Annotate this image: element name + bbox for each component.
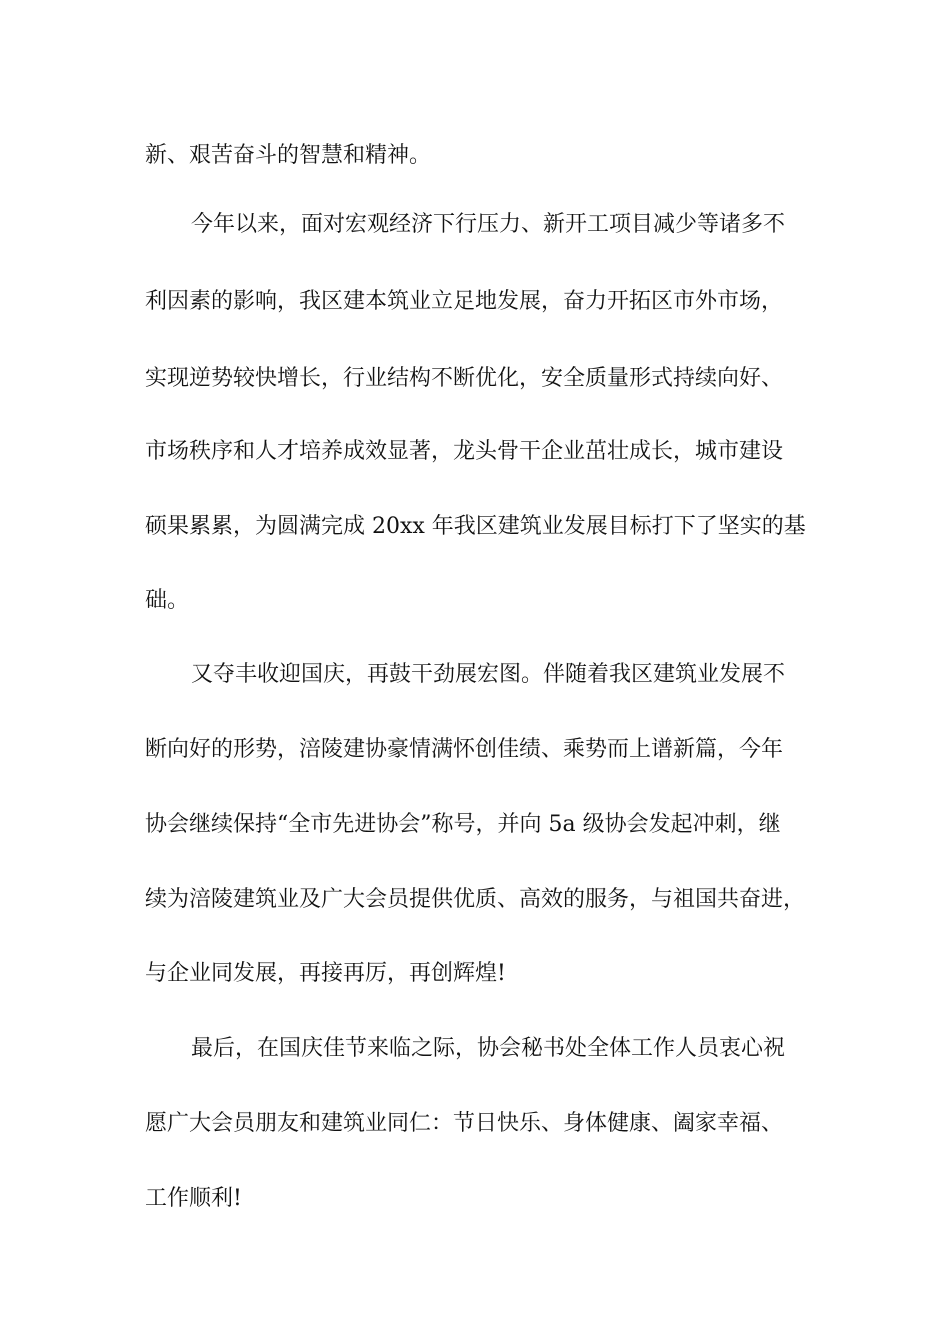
paragraph-line: 今年以来，面对宏观经济下行压力、新开工项目减少等诸多不 [191, 212, 786, 237]
paragraph-line: 最后，在国庆佳节来临之际，协会秘书处全体工作人员衷心祝 [191, 1036, 786, 1061]
paragraph-line: 又夺丰收迎国庆，再鼓干劲展宏图。伴随着我区建筑业发展不 [191, 662, 786, 687]
paragraph-line: 工作顺利! [145, 1186, 242, 1211]
paragraph-line: 础。 [145, 588, 190, 613]
paragraph-line: 利因素的影响，我区建本筑业立足地发展，奋力开拓区市外市场， [145, 289, 784, 314]
paragraph-line: 续为涪陵建筑业及广大会员提供优质、高效的服务，与祖国共奋进， [145, 887, 806, 912]
paragraph-line: 协会继续保持“全市先进协会”称号，并向 5a 级协会发起冲刺，继 [145, 812, 781, 837]
paragraph-line: 硕果累累，为圆满完成 20xx 年我区建筑业发展目标打下了坚实的基 [145, 514, 806, 539]
paragraph-line: 市场秩序和人才培养成效显著，龙头骨干企业茁壮成长，城市建设 [145, 439, 784, 464]
paragraph-line: 与企业同发展，再接再厉，再创辉煌! [145, 961, 506, 986]
paragraph-line: 实现逆势较快增长，行业结构不断优化，安全质量形式持续向好、 [145, 366, 784, 391]
paragraph-line: 愿广大会员朋友和建筑业同仁：节日快乐、身体健康、阖家幸福、 [145, 1111, 784, 1136]
paragraph-line: 断向好的形势，涪陵建协豪情满怀创佳绩、乘势而上谱新篇，今年 [145, 737, 784, 762]
paragraph-line: 新、艰苦奋斗的智慧和精神。 [145, 143, 432, 168]
